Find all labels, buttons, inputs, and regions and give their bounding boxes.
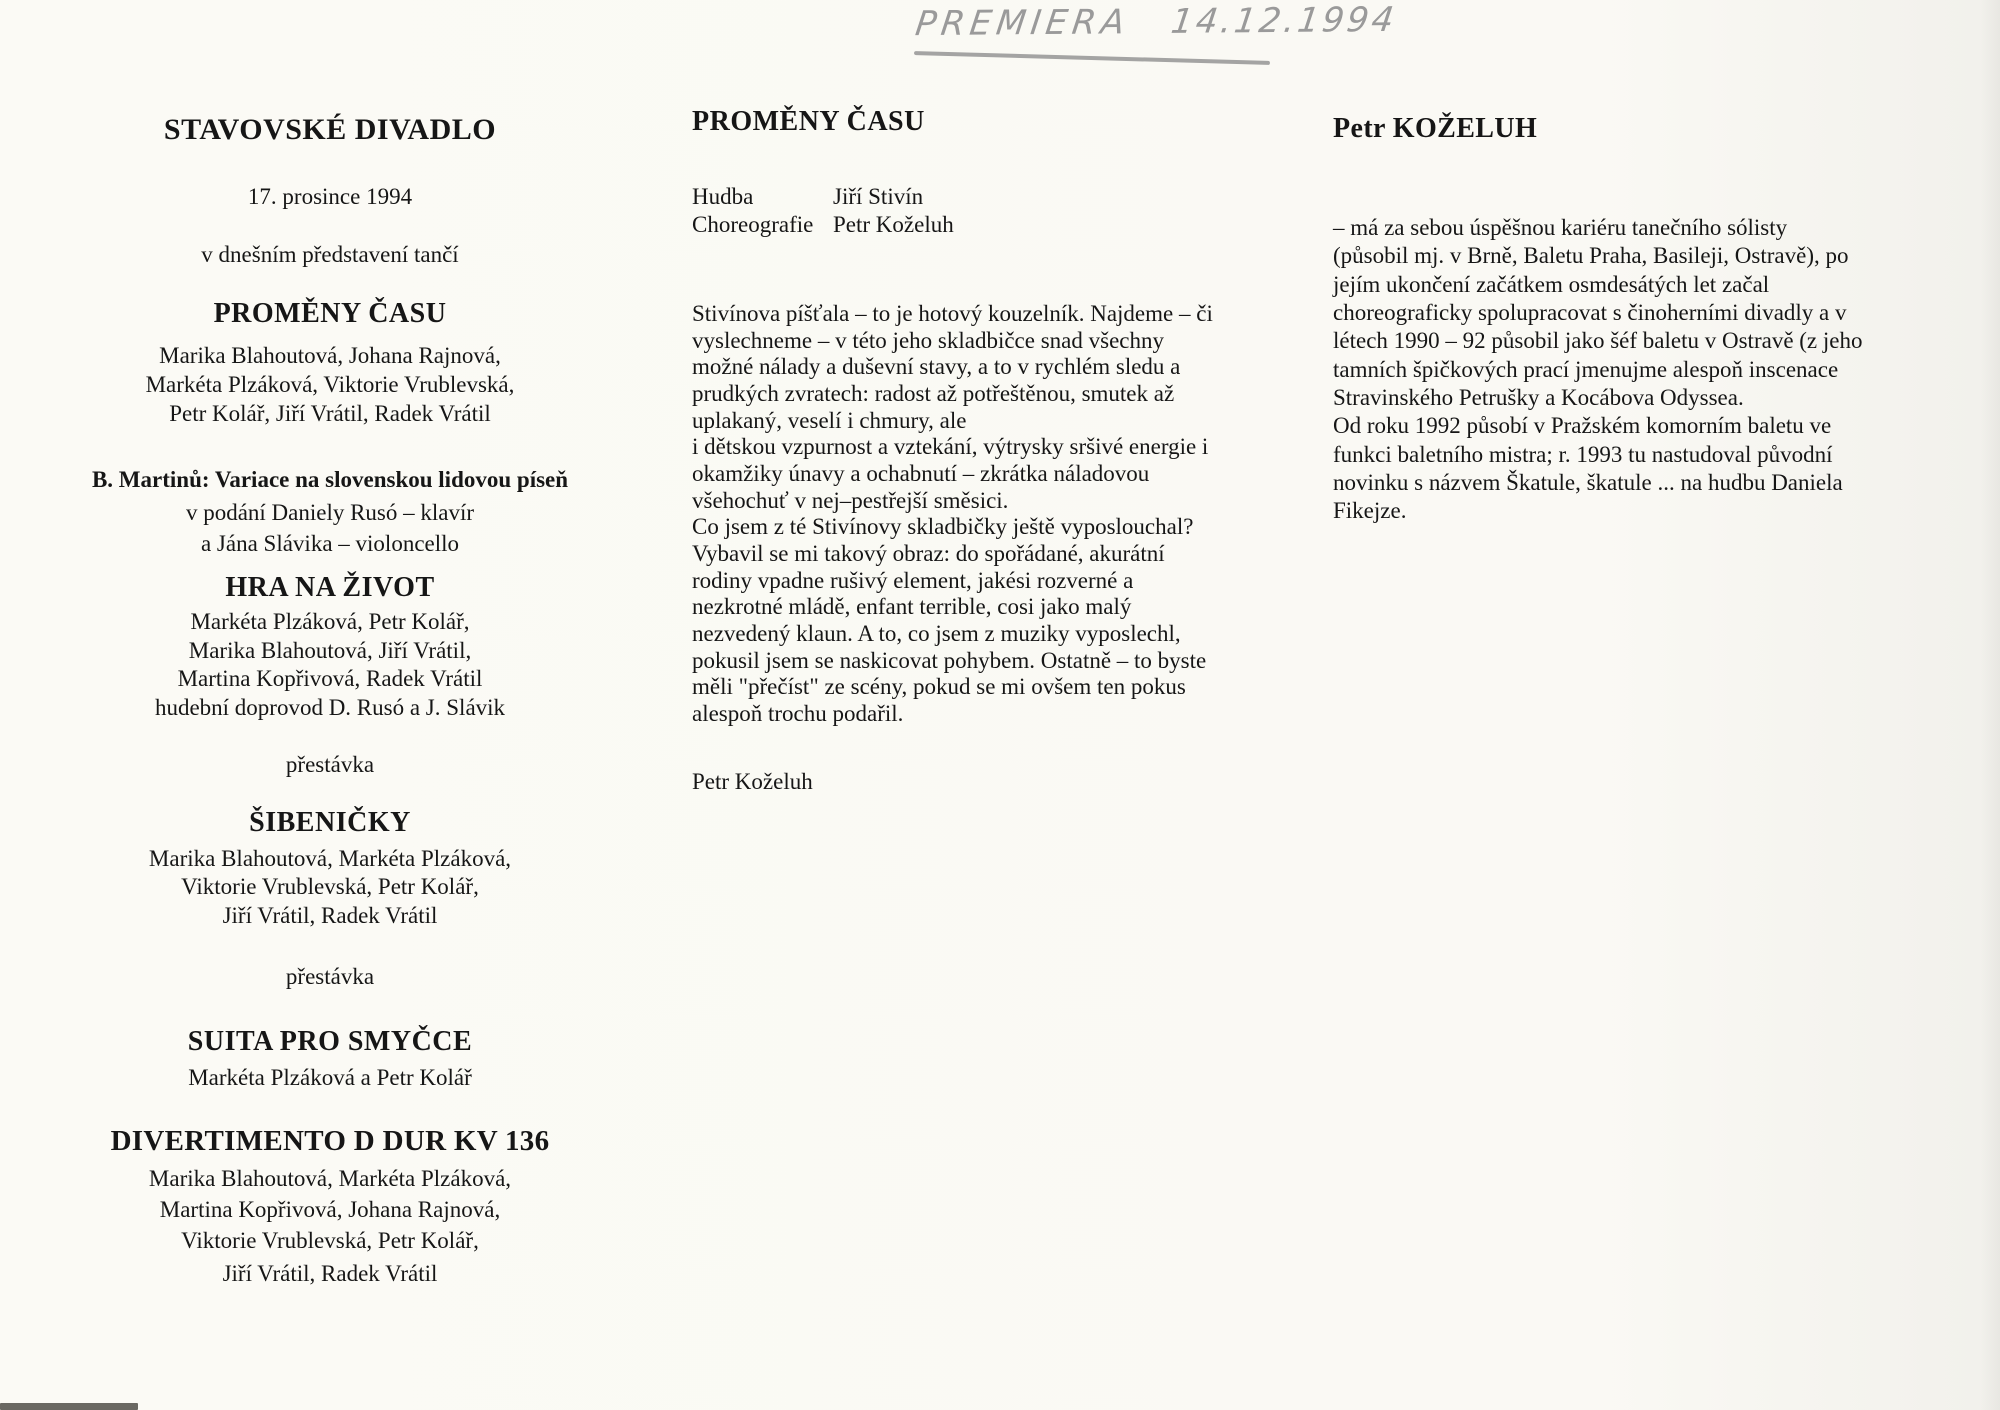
cast-line: Marika Blahoutová, Jiří Vrátil, — [188, 638, 472, 663]
signature: Petr Koželuh — [692, 769, 813, 794]
performance-date: 17. prosince 1994 — [247, 184, 413, 209]
body-line: – má za sebou úspěšnou kariéru tanečního sólisty — [1333, 215, 1788, 240]
body-line: měli "přečíst" ze scény, pokud se mi ovšem ten pokus — [692, 674, 1186, 699]
cast-line: a Jána Slávika – violoncello — [200, 531, 460, 556]
body-line: Od roku 1992 působí v Pražském komorním baletu ve — [1333, 413, 1832, 438]
handwritten-premiere-date: 14.12.1994 — [1168, 0, 1399, 42]
body-line: jejím ukončení začátkem osmdesátých let začal — [1333, 272, 1770, 297]
cast-line: Jiří Vrátil, Radek Vrátil — [222, 1261, 438, 1286]
scan-edge-artifact — [0, 1403, 138, 1410]
body-line: i dětskou vzpurnost a vztekání, výtrysky sršivé energie i — [692, 434, 1209, 459]
cast-line: Markéta Plzáková, Petr Kolář, — [190, 609, 470, 634]
bio-title: Petr KOŽELUH — [1333, 113, 1538, 144]
body-line: Fikejze. — [1333, 498, 1407, 523]
section-title-hra-na-zivot: HRA NA ŽIVOT — [225, 572, 435, 603]
section-title-sibenicky: ŠIBENIČKY — [249, 807, 411, 838]
body-line: Vybavil se mi takový obraz: do spořádané, akurátní — [692, 541, 1165, 566]
program-column — [70, 0, 590, 1410]
cast-line: Viktorie Vrublevská, Petr Kolář, — [181, 874, 479, 899]
body-line: nezkrotné mládě, enfant terrible, cosi jako malý — [692, 594, 1132, 619]
notes-title: PROMĚNY ČASU — [692, 106, 925, 137]
body-line: okamžiky únavy a ochabnutí – zkrátka náladovou — [692, 461, 1150, 486]
body-line: tamních špičkových prací jmenujme alespoň inscenace — [1333, 357, 1839, 382]
cast-line: Markéta Plzáková, Viktorie Vrublevská, — [145, 372, 515, 397]
body-line: vyslechneme – v této jeho skladbičce snad všechny — [692, 328, 1164, 353]
body-line: všehochuť v nej–pestřejší směsici. — [692, 488, 1009, 513]
notes-column — [692, 0, 1292, 1410]
cast-line: hudební doprovod D. Rusó a J. Slávik — [154, 695, 506, 720]
bio-column — [1333, 0, 1973, 1410]
body-line: nezvedený klaun. A to, co jsem z muziky vyposlechl, — [692, 621, 1181, 646]
body-line: prudkých zvratech: radost až potřeštěnou, smutek až — [692, 381, 1175, 406]
body-line: novinku s názvem Škatule, škatule ... na hudbu Daniela — [1333, 470, 1843, 495]
body-line: možné nálady a duševní stavy, a to v rychlém sledu a — [692, 354, 1181, 379]
cast-line: Marika Blahoutová, Johana Rajnová, — [159, 343, 501, 368]
body-line: choreograficky spolupracovat s činoherními divadly a v — [1333, 300, 1847, 325]
section-title-promeny-casu: PROMĚNY ČASU — [213, 298, 447, 329]
credit-label: Hudba — [692, 184, 754, 209]
section-title-divertimento: DIVERTIMENTO D DUR KV 136 — [110, 1125, 550, 1157]
cast-line: Marika Blahoutová, Markéta Plzáková, — [148, 846, 512, 871]
cast-line: Martina Kopřivová, Johana Rajnová, — [159, 1197, 501, 1222]
body-line: Stravinského Petrušky a Kocábova Odyssea. — [1333, 385, 1744, 410]
cast-line: Marika Blahoutová, Markéta Plzáková, — [148, 1166, 512, 1191]
cast-line: Jiří Vrátil, Radek Vrátil — [222, 903, 438, 928]
credit-value: Petr Koželuh — [833, 212, 954, 237]
body-line: létech 1990 – 92 působil jako šéf baletu v Ostravě (z jeho — [1333, 328, 1863, 353]
body-line: pokusil jsem se naskicovat pohybem. Ostatně – to byste — [692, 648, 1207, 673]
interlude-label: přestávka — [285, 964, 375, 989]
body-line: Co jsem z té Stivínovy skladbičky ještě vyposlouchal? — [692, 514, 1194, 539]
cast-line: Petr Kolář, Jiří Vrátil, Radek Vrátil — [169, 401, 491, 426]
intro-line: v dnešním představení tančí — [201, 242, 459, 267]
section-title-suita: SUITA PRO SMYČCE — [187, 1026, 473, 1057]
credit-row-choreography — [692, 211, 954, 238]
credit-value: Jiří Stivín — [833, 184, 924, 209]
body-line: funkci baletního mistra; r. 1993 tu nastudoval původní — [1333, 442, 1833, 467]
credit-label: Choreografie — [692, 212, 814, 237]
cast-line: Martina Kopřivová, Radek Vrátil — [177, 666, 483, 691]
credit-row-music — [692, 183, 923, 210]
cast-line: v podání Daniely Rusó – klavír — [185, 500, 475, 525]
body-line: rodiny vpadne rušivý element, jakési rozverné a — [692, 568, 1134, 593]
body-line: alespoň trochu podařil. — [692, 701, 904, 726]
section-title-martinu: B. Martinů: Variace na slovenskou lidovou píseň — [91, 467, 569, 492]
body-line: (působil mj. v Brně, Baletu Praha, Basileji, Ostravě), po — [1333, 243, 1849, 268]
body-line: uplakaný, veselí i chmury, ale — [692, 408, 967, 433]
interlude-label: přestávka — [285, 752, 375, 777]
cast-line: Markéta Plzáková a Petr Kolář — [188, 1065, 472, 1090]
cast-line: Viktorie Vrublevská, Petr Kolář, — [181, 1228, 479, 1253]
handwritten-premiere-word: PREMIERA — [913, 2, 1132, 45]
body-line: Stivínova píšťala – to je hotový kouzelník. Najdeme – či — [692, 301, 1213, 326]
theater-name: STAVOVSKÉ DIVADLO — [163, 113, 497, 146]
